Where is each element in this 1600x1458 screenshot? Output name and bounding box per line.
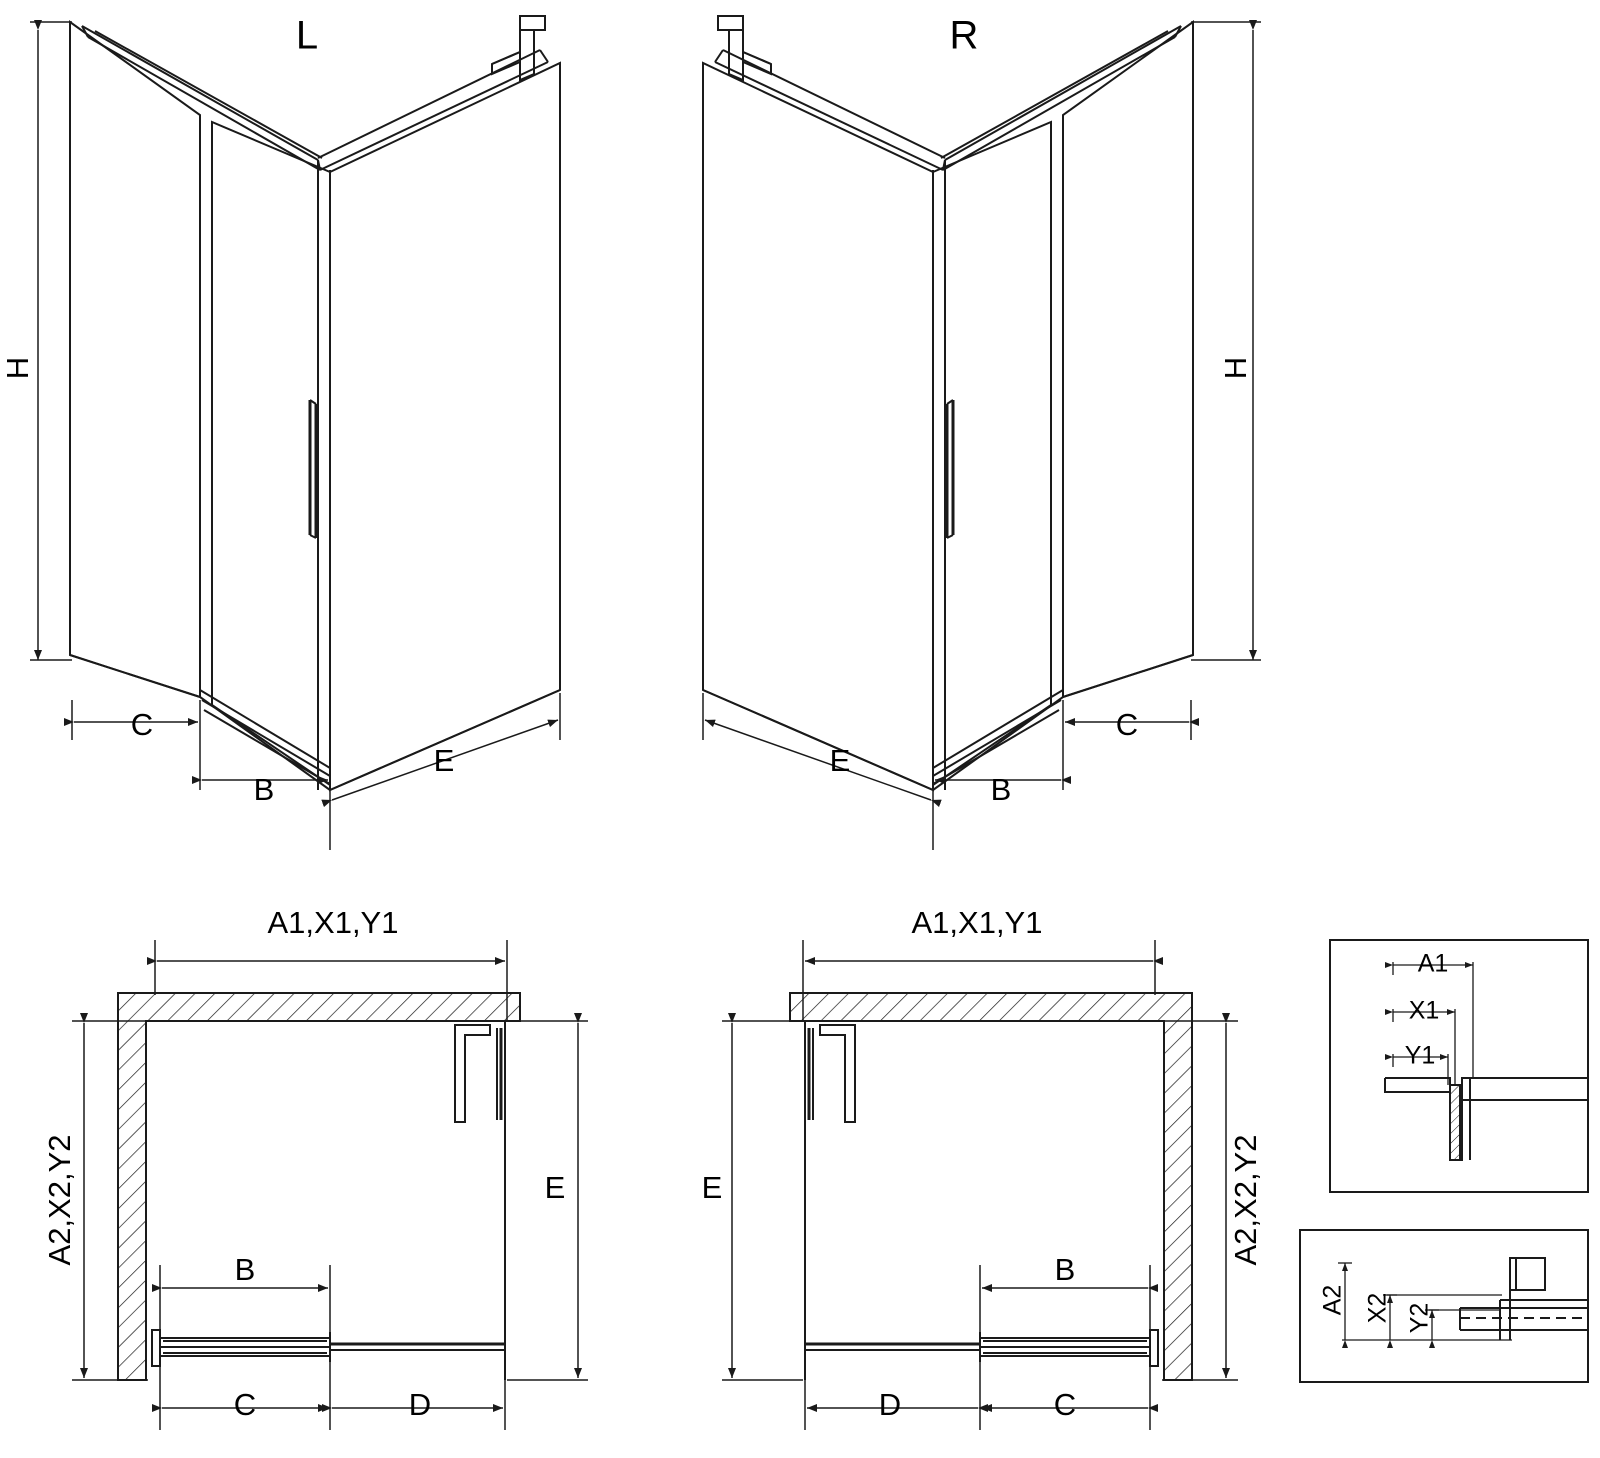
view-label-left: L [295, 13, 319, 58]
detail-top-dim-y1: Y1 [1404, 1041, 1436, 1070]
plan-view-left [118, 993, 520, 1380]
plan-left-dim-side: A2,X2,Y2 [42, 1134, 78, 1266]
iso-left-dim-b: B [253, 772, 275, 808]
plan-left-dim-b: B [234, 1252, 256, 1288]
iso-right-dim-c: C [1115, 707, 1139, 743]
plan-right-dim-d: D [878, 1387, 902, 1423]
plan-left-dim-d: D [408, 1387, 432, 1423]
detail-bottom-dim-a2: A2 [1318, 1284, 1347, 1316]
plan-view-right [790, 993, 1192, 1380]
iso-left-dim-e: E [433, 743, 455, 779]
iso-view-right [703, 13, 1193, 790]
plan-left-dim-c: C [233, 1387, 257, 1423]
iso-left-dim-c: C [130, 707, 154, 743]
plan-left-dim-top: A1,X1,Y1 [267, 905, 399, 941]
plan-right-dim-b: B [1054, 1252, 1076, 1288]
iso-right-dim-h: H [1218, 356, 1254, 380]
iso-view-left [70, 13, 560, 790]
iso-left-dim-h: H [0, 356, 36, 380]
view-label-right: R [949, 13, 979, 58]
iso-left-labels [0, 14, 454, 808]
detail-bottom-dim-x2: X2 [1363, 1292, 1392, 1324]
plan-right-dim-side: A2,X2,Y2 [1228, 1134, 1264, 1266]
detail-top-dim-a1: A1 [1417, 949, 1449, 978]
iso-right-dim-e: E [829, 743, 851, 779]
detail-top-dim-x1: X1 [1408, 996, 1440, 1025]
plan-right-dim-c: C [1053, 1387, 1077, 1423]
detail-view-top [1330, 940, 1588, 1192]
detail-bottom-dim-y2: Y2 [1405, 1302, 1434, 1334]
plan-right-dim-e: E [701, 1170, 723, 1206]
iso-right-dim-b: B [990, 772, 1012, 808]
plan-left-dim-e: E [544, 1170, 566, 1206]
plan-right-dim-top: A1,X1,Y1 [911, 905, 1043, 941]
